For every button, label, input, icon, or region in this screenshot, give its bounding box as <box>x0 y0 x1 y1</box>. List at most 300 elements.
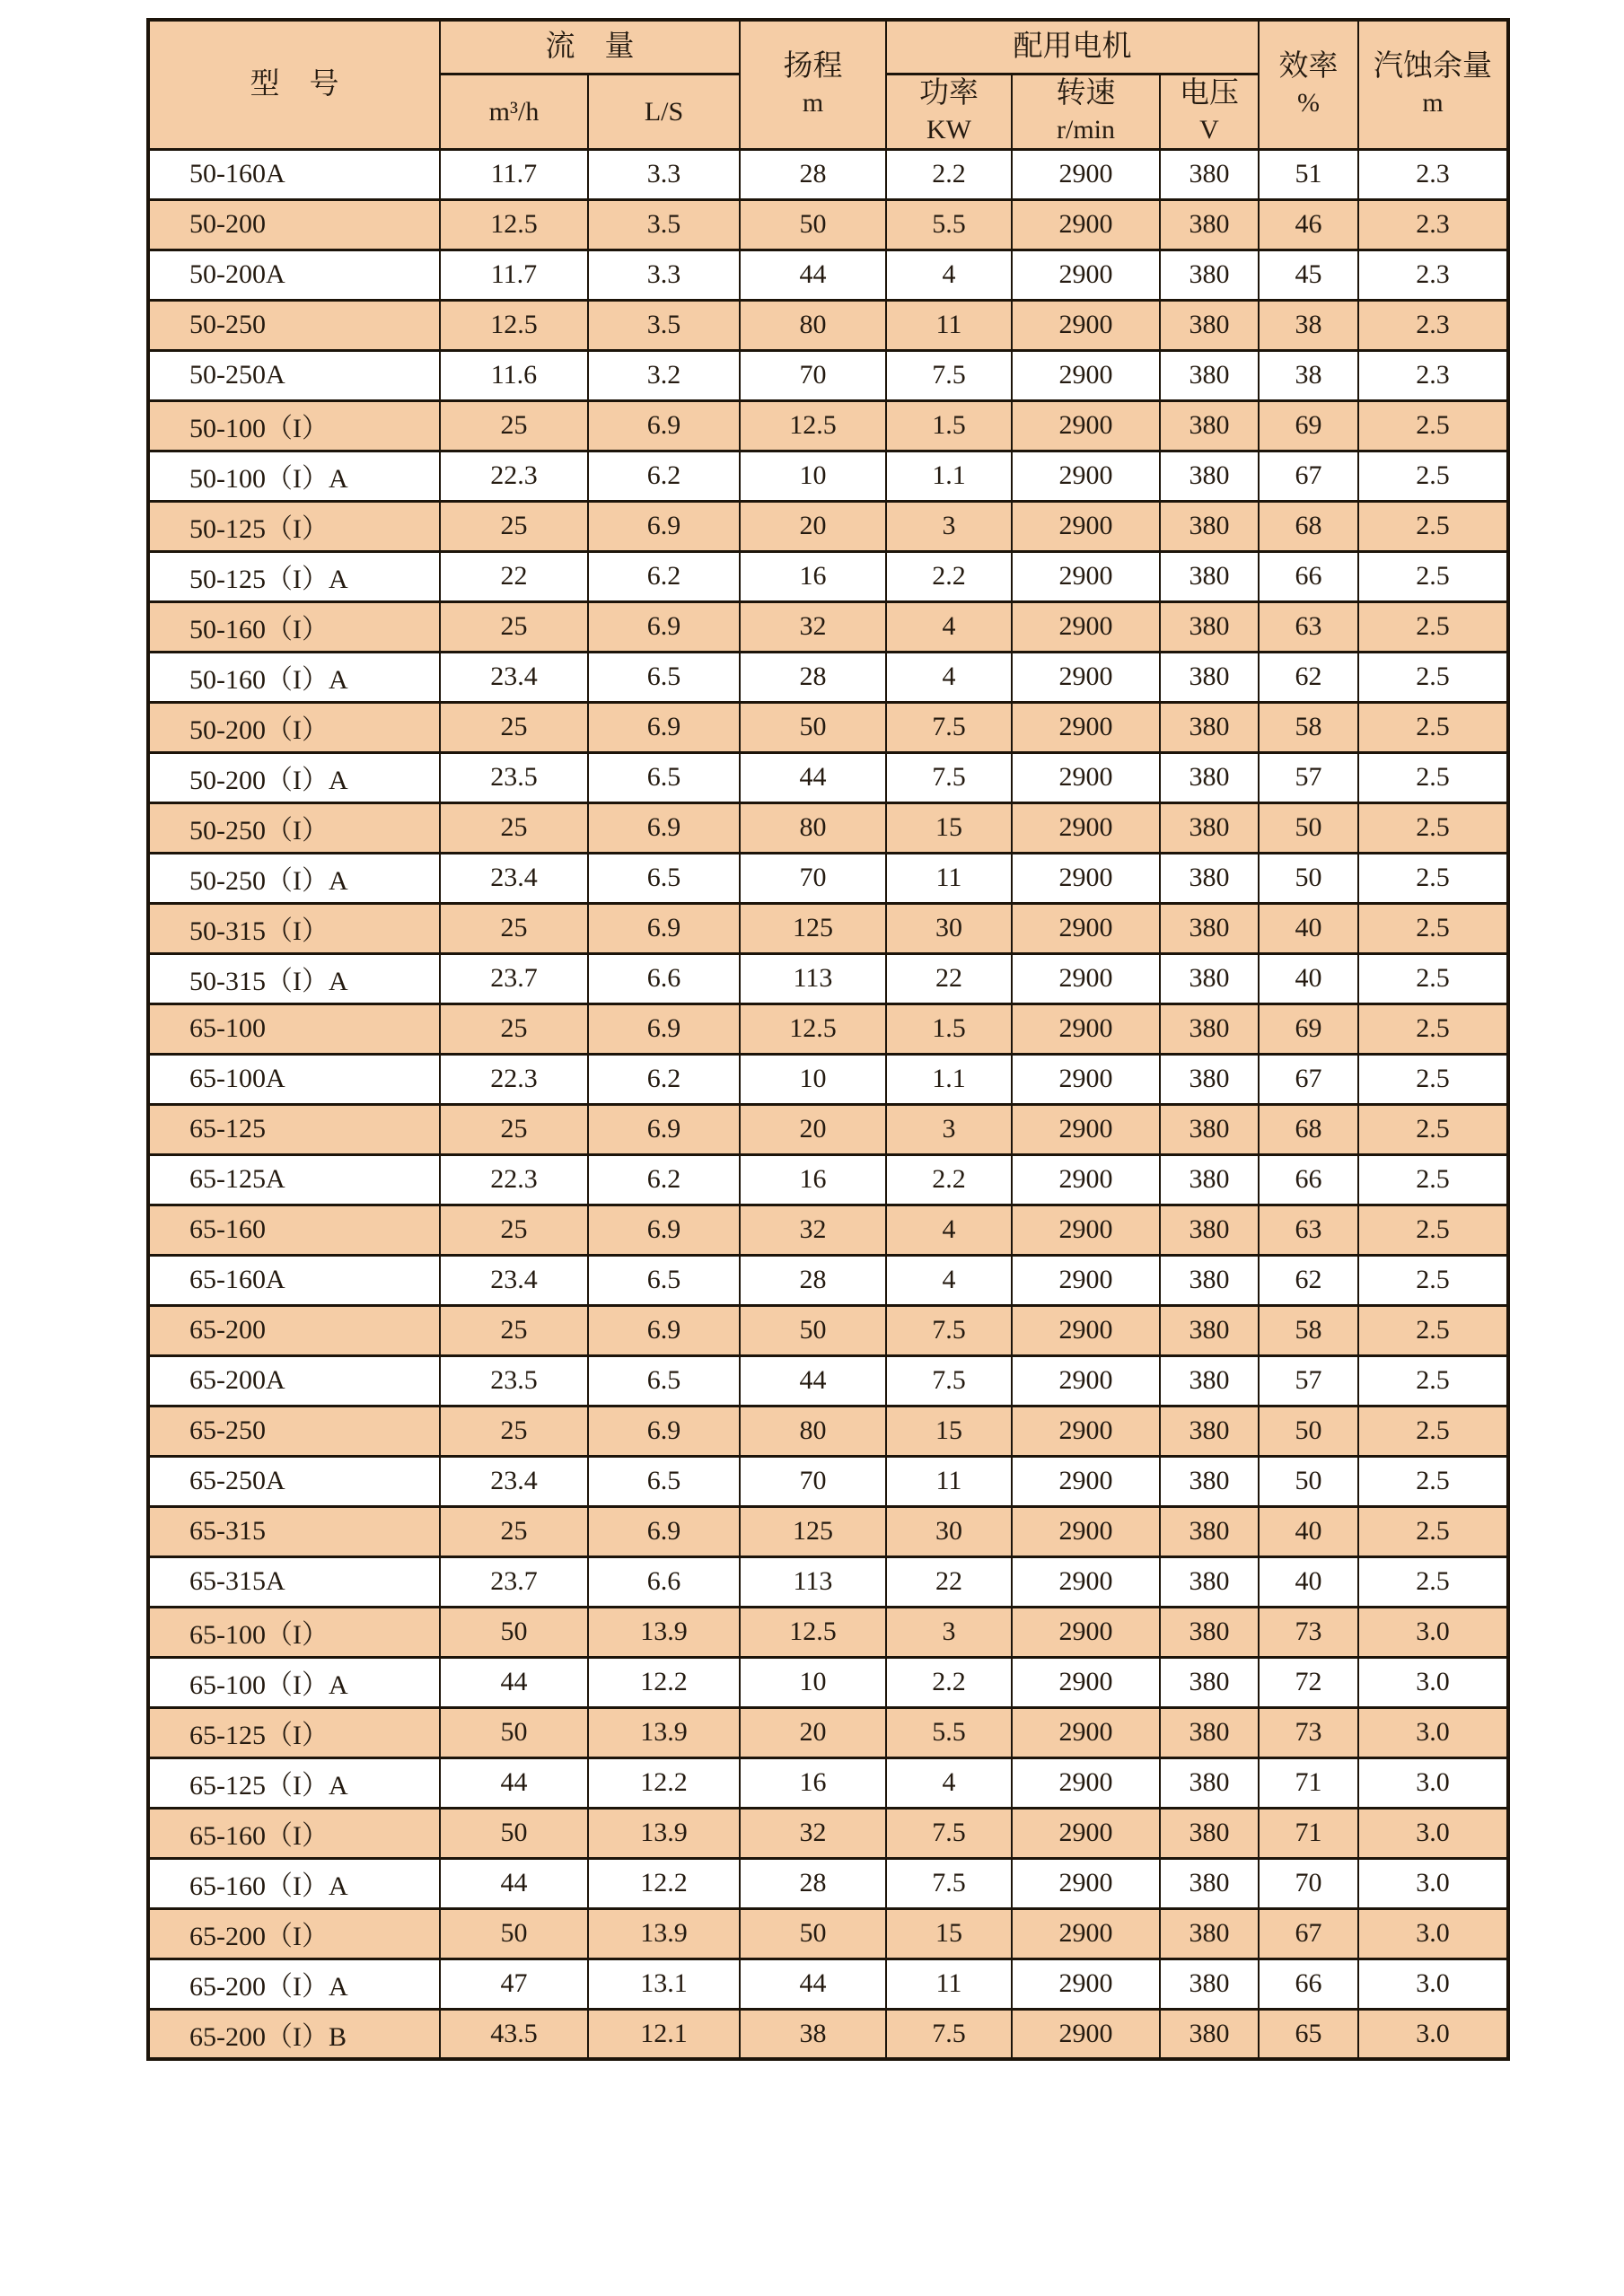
value-cell: 71 <box>1259 1757 1358 1808</box>
table-row <box>148 1305 1508 1355</box>
model-cell: 50-250 <box>148 300 440 350</box>
value-cell: 6.5 <box>588 1355 740 1406</box>
value-cell: 2900 <box>1012 953 1160 1003</box>
value-cell: 32 <box>740 1205 886 1255</box>
value-cell: 28 <box>740 652 886 702</box>
model-cell: 65-100 <box>148 1003 440 1054</box>
value-cell: 2.5 <box>1358 702 1508 752</box>
value-cell: 380 <box>1160 501 1259 551</box>
value-cell: 380 <box>1160 1808 1259 1858</box>
value-cell: 32 <box>740 601 886 652</box>
model-cell: 50-250（I）A <box>148 853 440 903</box>
value-cell: 6.9 <box>588 1003 740 1054</box>
value-cell: 6.2 <box>588 1054 740 1104</box>
value-cell: 380 <box>1160 1406 1259 1456</box>
model-cell: 50-200（I） <box>148 702 440 752</box>
value-cell: 50 <box>1259 802 1358 853</box>
value-cell: 380 <box>1160 1456 1259 1506</box>
value-cell: 12.5 <box>440 300 588 350</box>
value-cell: 66 <box>1259 551 1358 601</box>
value-cell: 380 <box>1160 1607 1259 1657</box>
value-cell: 125 <box>740 1506 886 1556</box>
model-cell: 65-250A <box>148 1456 440 1506</box>
value-cell: 2.5 <box>1358 1506 1508 1556</box>
model-cell: 65-200（I）A <box>148 1959 440 2009</box>
value-cell: 50 <box>1259 853 1358 903</box>
value-cell: 2900 <box>1012 250 1160 300</box>
value-cell: 380 <box>1160 1657 1259 1707</box>
value-cell: 16 <box>740 1757 886 1808</box>
model-cell: 50-125（I）A <box>148 551 440 601</box>
value-cell: 2.5 <box>1358 400 1508 451</box>
value-cell: 12.5 <box>740 1607 886 1657</box>
value-cell: 15 <box>886 1406 1012 1456</box>
value-cell: 1.5 <box>886 1003 1012 1054</box>
value-cell: 380 <box>1160 1556 1259 1607</box>
model-cell: 65-200（I）B <box>148 2009 440 2059</box>
value-cell: 2900 <box>1012 1757 1160 1808</box>
value-cell: 2.5 <box>1358 853 1508 903</box>
value-cell: 380 <box>1160 1003 1259 1054</box>
col-header-flow-m3h <box>440 74 588 149</box>
model-cell: 50-315（I）A <box>148 953 440 1003</box>
value-cell: 380 <box>1160 1757 1259 1808</box>
value-cell: 6.5 <box>588 1255 740 1305</box>
value-cell: 25 <box>440 1506 588 1556</box>
value-cell: 28 <box>740 1255 886 1305</box>
value-cell: 62 <box>1259 1255 1358 1305</box>
table-row <box>148 1154 1508 1205</box>
table-row <box>148 1255 1508 1305</box>
value-cell: 6.9 <box>588 501 740 551</box>
table-row <box>148 1506 1508 1556</box>
value-cell: 6.9 <box>588 1406 740 1456</box>
value-cell: 58 <box>1259 702 1358 752</box>
value-cell: 50 <box>440 1908 588 1959</box>
value-cell: 7.5 <box>886 752 1012 802</box>
value-cell: 2.5 <box>1358 1104 1508 1154</box>
value-cell: 58 <box>1259 1305 1358 1355</box>
value-cell: 380 <box>1160 400 1259 451</box>
value-cell: 15 <box>886 802 1012 853</box>
value-cell: 11.6 <box>440 350 588 400</box>
col-header-motor-group <box>886 20 1259 74</box>
table-row <box>148 300 1508 350</box>
value-cell: 20 <box>740 1707 886 1757</box>
value-cell: 2.5 <box>1358 1054 1508 1104</box>
model-cell: 50-160（I） <box>148 601 440 652</box>
value-cell: 3 <box>886 1104 1012 1154</box>
value-cell: 15 <box>886 1908 1012 1959</box>
value-cell: 2.2 <box>886 149 1012 199</box>
value-cell: 23.7 <box>440 953 588 1003</box>
table-header <box>148 20 1508 149</box>
value-cell: 25 <box>440 702 588 752</box>
col-header-flow-group-label: 流 量 <box>545 31 635 64</box>
value-cell: 2900 <box>1012 300 1160 350</box>
value-cell: 4 <box>886 250 1012 300</box>
value-cell: 68 <box>1259 501 1358 551</box>
value-cell: 2.5 <box>1358 1154 1508 1205</box>
value-cell: 3.3 <box>588 149 740 199</box>
col-header-head <box>740 20 886 149</box>
value-cell: 3.0 <box>1358 1858 1508 1908</box>
value-cell: 73 <box>1259 1707 1358 1757</box>
value-cell: 2900 <box>1012 400 1160 451</box>
value-cell: 46 <box>1259 199 1358 250</box>
col-header-model-label: 型 号 <box>250 68 339 101</box>
table-row <box>148 250 1508 300</box>
model-cell: 50-200 <box>148 199 440 250</box>
value-cell: 380 <box>1160 1205 1259 1255</box>
value-cell: 4 <box>886 652 1012 702</box>
value-cell: 380 <box>1160 1154 1259 1205</box>
table-row <box>148 1355 1508 1406</box>
table-row <box>148 652 1508 702</box>
model-cell: 65-100（I） <box>148 1607 440 1657</box>
value-cell: 3.2 <box>588 350 740 400</box>
value-cell: 2900 <box>1012 1858 1160 1908</box>
value-cell: 2900 <box>1012 1355 1160 1406</box>
value-cell: 10 <box>740 1054 886 1104</box>
value-cell: 2900 <box>1012 2009 1160 2059</box>
value-cell: 44 <box>440 1757 588 1808</box>
value-cell: 13.9 <box>588 1908 740 1959</box>
value-cell: 12.2 <box>588 1657 740 1707</box>
value-cell: 40 <box>1259 1506 1358 1556</box>
value-cell: 380 <box>1160 551 1259 601</box>
value-cell: 23.4 <box>440 652 588 702</box>
value-cell: 25 <box>440 903 588 953</box>
value-cell: 2.2 <box>886 551 1012 601</box>
table-row <box>148 1757 1508 1808</box>
value-cell: 3.0 <box>1358 1607 1508 1657</box>
model-cell: 50-100（I） <box>148 400 440 451</box>
model-cell: 65-200A <box>148 1355 440 1406</box>
table-row <box>148 350 1508 400</box>
table-row <box>148 702 1508 752</box>
value-cell: 25 <box>440 501 588 551</box>
value-cell: 70 <box>740 853 886 903</box>
value-cell: 2.5 <box>1358 501 1508 551</box>
value-cell: 40 <box>1259 953 1358 1003</box>
table-row <box>148 853 1508 903</box>
value-cell: 2900 <box>1012 501 1160 551</box>
value-cell: 12.5 <box>440 199 588 250</box>
value-cell: 7.5 <box>886 1808 1012 1858</box>
value-cell: 7.5 <box>886 702 1012 752</box>
value-cell: 25 <box>440 1104 588 1154</box>
value-cell: 23.5 <box>440 752 588 802</box>
value-cell: 2.2 <box>886 1657 1012 1707</box>
value-cell: 12.1 <box>588 2009 740 2059</box>
value-cell: 380 <box>1160 1707 1259 1757</box>
table-row <box>148 199 1508 250</box>
value-cell: 2900 <box>1012 1607 1160 1657</box>
table-row <box>148 953 1508 1003</box>
value-cell: 7.5 <box>886 1858 1012 1908</box>
value-cell: 40 <box>1259 1556 1358 1607</box>
value-cell: 3.0 <box>1358 1757 1508 1808</box>
model-cell: 65-315A <box>148 1556 440 1607</box>
value-cell: 6.6 <box>588 1556 740 1607</box>
model-cell: 50-160A <box>148 149 440 199</box>
value-cell: 380 <box>1160 903 1259 953</box>
value-cell: 11.7 <box>440 149 588 199</box>
table-row <box>148 1707 1508 1757</box>
table-row <box>148 1808 1508 1858</box>
value-cell: 30 <box>886 1506 1012 1556</box>
value-cell: 69 <box>1259 1003 1358 1054</box>
value-cell: 2.5 <box>1358 1406 1508 1456</box>
value-cell: 7.5 <box>886 350 1012 400</box>
value-cell: 67 <box>1259 1054 1358 1104</box>
value-cell: 2.5 <box>1358 1355 1508 1406</box>
value-cell: 2.5 <box>1358 953 1508 1003</box>
value-cell: 25 <box>440 400 588 451</box>
value-cell: 6.9 <box>588 400 740 451</box>
value-cell: 2.5 <box>1358 1205 1508 1255</box>
table-row <box>148 1104 1508 1154</box>
model-cell: 50-100（I）A <box>148 451 440 501</box>
value-cell: 380 <box>1160 1506 1259 1556</box>
value-cell: 2900 <box>1012 551 1160 601</box>
col-header-efficiency-unit: % <box>1297 87 1321 118</box>
value-cell: 3.0 <box>1358 1808 1508 1858</box>
model-cell: 65-160（I） <box>148 1808 440 1858</box>
value-cell: 11 <box>886 853 1012 903</box>
model-cell: 65-125（I）A <box>148 1757 440 1808</box>
value-cell: 2900 <box>1012 1104 1160 1154</box>
col-header-efficiency-label: 效率 <box>1278 49 1339 83</box>
value-cell: 63 <box>1259 1205 1358 1255</box>
value-cell: 13.9 <box>588 1707 740 1757</box>
value-cell: 47 <box>440 1959 588 2009</box>
value-cell: 380 <box>1160 802 1259 853</box>
value-cell: 380 <box>1160 953 1259 1003</box>
value-cell: 2900 <box>1012 149 1160 199</box>
value-cell: 6.6 <box>588 953 740 1003</box>
value-cell: 380 <box>1160 1054 1259 1104</box>
value-cell: 3.0 <box>1358 1657 1508 1707</box>
value-cell: 22 <box>886 953 1012 1003</box>
value-cell: 2900 <box>1012 1305 1160 1355</box>
pump-spec-table <box>146 18 1510 2061</box>
value-cell: 5.5 <box>886 1707 1012 1757</box>
value-cell: 50 <box>740 1908 886 1959</box>
value-cell: 2900 <box>1012 199 1160 250</box>
table-row <box>148 903 1508 953</box>
value-cell: 10 <box>740 1657 886 1707</box>
table-row <box>148 400 1508 451</box>
value-cell: 7.5 <box>886 1305 1012 1355</box>
value-cell: 380 <box>1160 1104 1259 1154</box>
value-cell: 12.2 <box>588 1757 740 1808</box>
col-header-flow-ls-label: L/S <box>644 96 684 127</box>
value-cell: 30 <box>886 903 1012 953</box>
value-cell: 12.5 <box>740 1003 886 1054</box>
value-cell: 16 <box>740 551 886 601</box>
value-cell: 4 <box>886 1255 1012 1305</box>
pump-table-body <box>148 149 1508 2059</box>
value-cell: 380 <box>1160 752 1259 802</box>
value-cell: 380 <box>1160 601 1259 652</box>
value-cell: 6.5 <box>588 752 740 802</box>
model-cell: 65-200 <box>148 1305 440 1355</box>
value-cell: 2.5 <box>1358 1556 1508 1607</box>
value-cell: 57 <box>1259 1355 1358 1406</box>
value-cell: 2900 <box>1012 802 1160 853</box>
table-row <box>148 451 1508 501</box>
value-cell: 50 <box>1259 1406 1358 1456</box>
value-cell: 44 <box>740 1959 886 2009</box>
value-cell: 2.5 <box>1358 652 1508 702</box>
model-cell: 65-125A <box>148 1154 440 1205</box>
col-header-power-label: 功率 <box>919 76 979 110</box>
model-cell: 65-160A <box>148 1255 440 1305</box>
value-cell: 2900 <box>1012 752 1160 802</box>
value-cell: 38 <box>1259 350 1358 400</box>
value-cell: 6.9 <box>588 802 740 853</box>
value-cell: 6.2 <box>588 1154 740 1205</box>
value-cell: 73 <box>1259 1607 1358 1657</box>
value-cell: 7.5 <box>886 2009 1012 2059</box>
value-cell: 2.5 <box>1358 551 1508 601</box>
value-cell: 2.5 <box>1358 752 1508 802</box>
col-header-flow-m3h-label: m³/h <box>488 96 540 127</box>
model-cell: 65-160 <box>148 1205 440 1255</box>
model-cell: 50-200A <box>148 250 440 300</box>
value-cell: 2900 <box>1012 903 1160 953</box>
col-header-head-unit: m <box>802 87 824 118</box>
table-row <box>148 1908 1508 1959</box>
col-header-npsh <box>1358 20 1508 149</box>
table-row <box>148 501 1508 551</box>
value-cell: 70 <box>740 1456 886 1506</box>
value-cell: 28 <box>740 1858 886 1908</box>
value-cell: 13.1 <box>588 1959 740 2009</box>
value-cell: 6.9 <box>588 1205 740 1255</box>
value-cell: 2900 <box>1012 652 1160 702</box>
value-cell: 45 <box>1259 250 1358 300</box>
value-cell: 2900 <box>1012 1506 1160 1556</box>
value-cell: 2900 <box>1012 853 1160 903</box>
value-cell: 2900 <box>1012 1908 1160 1959</box>
model-cell: 50-125（I） <box>148 501 440 551</box>
col-header-flow-group <box>440 20 740 74</box>
table-row <box>148 149 1508 199</box>
col-header-flow-ls <box>588 74 740 149</box>
col-header-speed-unit: r/min <box>1057 114 1115 145</box>
value-cell: 2900 <box>1012 1406 1160 1456</box>
value-cell: 44 <box>740 1355 886 1406</box>
value-cell: 50 <box>440 1707 588 1757</box>
table-row <box>148 1456 1508 1506</box>
value-cell: 4 <box>886 1205 1012 1255</box>
value-cell: 380 <box>1160 1355 1259 1406</box>
table-row <box>148 1858 1508 1908</box>
value-cell: 38 <box>1259 300 1358 350</box>
value-cell: 51 <box>1259 149 1358 199</box>
value-cell: 23.4 <box>440 1456 588 1506</box>
value-cell: 13.9 <box>588 1607 740 1657</box>
value-cell: 68 <box>1259 1104 1358 1154</box>
model-cell: 50-160（I）A <box>148 652 440 702</box>
value-cell: 22.3 <box>440 1154 588 1205</box>
value-cell: 6.9 <box>588 1104 740 1154</box>
value-cell: 3.3 <box>588 250 740 300</box>
table-row <box>148 601 1508 652</box>
value-cell: 69 <box>1259 400 1358 451</box>
value-cell: 32 <box>740 1808 886 1858</box>
table-row <box>148 2009 1508 2059</box>
value-cell: 2900 <box>1012 1003 1160 1054</box>
value-cell: 1.1 <box>886 451 1012 501</box>
value-cell: 2900 <box>1012 1556 1160 1607</box>
model-cell: 50-250A <box>148 350 440 400</box>
value-cell: 380 <box>1160 451 1259 501</box>
value-cell: 66 <box>1259 1154 1358 1205</box>
table-row <box>148 1657 1508 1707</box>
value-cell: 44 <box>740 250 886 300</box>
value-cell: 38 <box>740 2009 886 2059</box>
value-cell: 380 <box>1160 1959 1259 2009</box>
value-cell: 1.1 <box>886 1054 1012 1104</box>
value-cell: 11 <box>886 1456 1012 1506</box>
col-header-npsh-unit: m <box>1422 87 1444 118</box>
value-cell: 25 <box>440 802 588 853</box>
model-cell: 65-125（I） <box>148 1707 440 1757</box>
value-cell: 2.5 <box>1358 1305 1508 1355</box>
value-cell: 2.3 <box>1358 300 1508 350</box>
value-cell: 2900 <box>1012 1959 1160 2009</box>
col-header-motor-group-label: 配用电机 <box>1013 31 1132 64</box>
value-cell: 25 <box>440 1406 588 1456</box>
value-cell: 67 <box>1259 451 1358 501</box>
value-cell: 380 <box>1160 1908 1259 1959</box>
table-row <box>148 1003 1508 1054</box>
model-cell: 65-100（I）A <box>148 1657 440 1707</box>
col-header-model <box>148 20 440 149</box>
value-cell: 23.5 <box>440 1355 588 1406</box>
value-cell: 6.5 <box>588 853 740 903</box>
value-cell: 23.4 <box>440 1255 588 1305</box>
value-cell: 6.9 <box>588 601 740 652</box>
model-cell: 65-125 <box>148 1104 440 1154</box>
value-cell: 12.5 <box>740 400 886 451</box>
value-cell: 2.5 <box>1358 802 1508 853</box>
col-header-voltage-label: 电压 <box>1180 76 1240 110</box>
value-cell: 2.2 <box>886 1154 1012 1205</box>
value-cell: 40 <box>1259 903 1358 953</box>
value-cell: 6.9 <box>588 903 740 953</box>
value-cell: 25 <box>440 601 588 652</box>
value-cell: 2.3 <box>1358 250 1508 300</box>
value-cell: 6.5 <box>588 652 740 702</box>
value-cell: 380 <box>1160 199 1259 250</box>
value-cell: 380 <box>1160 149 1259 199</box>
value-cell: 70 <box>1259 1858 1358 1908</box>
table-row <box>148 551 1508 601</box>
value-cell: 2900 <box>1012 702 1160 752</box>
value-cell: 6.2 <box>588 451 740 501</box>
value-cell: 50 <box>740 1305 886 1355</box>
value-cell: 2900 <box>1012 1808 1160 1858</box>
value-cell: 4 <box>886 601 1012 652</box>
col-header-power <box>886 74 1012 149</box>
value-cell: 2900 <box>1012 1657 1160 1707</box>
value-cell: 43.5 <box>440 2009 588 2059</box>
